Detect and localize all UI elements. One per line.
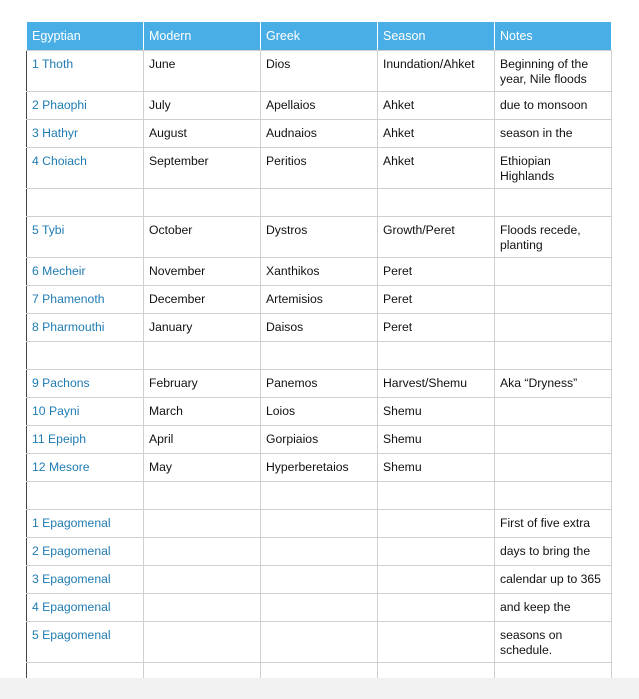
table-cell — [144, 189, 261, 217]
table-cell: Hyperberetaios — [261, 454, 378, 482]
table-cell — [261, 566, 378, 594]
header-row — [27, 22, 612, 51]
table-cell: Growth/Peret — [378, 217, 495, 258]
table-cell — [495, 398, 612, 426]
table-row — [27, 120, 612, 148]
table-cell: Peret — [378, 258, 495, 286]
table-cell: days to bring the — [495, 538, 612, 566]
table-cell — [144, 342, 261, 370]
table-cell — [144, 510, 261, 538]
table-row — [27, 51, 612, 92]
table-cell — [27, 342, 144, 370]
table-cell: due to monsoon — [495, 92, 612, 120]
table-cell — [378, 510, 495, 538]
table-cell: Artemisios — [261, 286, 378, 314]
table-cell — [261, 482, 378, 510]
table-cell — [261, 622, 378, 663]
table-cell: Harvest/Shemu — [378, 370, 495, 398]
table-row — [27, 189, 612, 217]
table-cell: Dios — [261, 51, 378, 92]
table-cell: 3 Epagomenal — [27, 566, 144, 594]
table-cell — [495, 286, 612, 314]
table-cell — [495, 189, 612, 217]
table-cell: 4 Choiach — [27, 148, 144, 189]
table-cell: January — [144, 314, 261, 342]
table-cell: Ahket — [378, 92, 495, 120]
table-cell: July — [144, 92, 261, 120]
table-cell — [495, 482, 612, 510]
table-row — [27, 314, 612, 342]
table-cell: Aka “Dryness” — [495, 370, 612, 398]
table-cell: 1 Thoth — [27, 51, 144, 92]
table-cell — [495, 426, 612, 454]
table-cell: Daisos — [261, 314, 378, 342]
table-cell: Xanthikos — [261, 258, 378, 286]
table-cell: June — [144, 51, 261, 92]
table-cell — [378, 482, 495, 510]
table-cell — [144, 482, 261, 510]
table-cell: 1 Epagomenal — [27, 510, 144, 538]
table-cell: Ahket — [378, 148, 495, 189]
table-cell — [495, 454, 612, 482]
table-cell — [261, 342, 378, 370]
table-cell: Loios — [261, 398, 378, 426]
table-cell — [378, 566, 495, 594]
table-cell: September — [144, 148, 261, 189]
table-row — [27, 594, 612, 622]
table-cell — [495, 314, 612, 342]
table-cell — [378, 622, 495, 663]
table-row — [27, 482, 612, 510]
table-cell: December — [144, 286, 261, 314]
table-cell — [378, 594, 495, 622]
table-cell: 6 Mecheir — [27, 258, 144, 286]
table-cell: season in the — [495, 120, 612, 148]
table-row — [27, 258, 612, 286]
table-row — [27, 286, 612, 314]
table-row — [27, 454, 612, 482]
table-cell — [27, 482, 144, 510]
table-cell: 9 Pachons — [27, 370, 144, 398]
table-cell: Inundation/Ahket — [378, 51, 495, 92]
table-cell — [144, 566, 261, 594]
table-cell: May — [144, 454, 261, 482]
table-row — [27, 622, 612, 663]
table-cell: March — [144, 398, 261, 426]
table-cell — [144, 538, 261, 566]
calendar-table — [26, 21, 612, 691]
table-cell — [261, 510, 378, 538]
table-cell — [495, 258, 612, 286]
table-cell: Shemu — [378, 426, 495, 454]
table-row — [27, 148, 612, 189]
table-row — [27, 538, 612, 566]
table-cell: 8 Pharmouthi — [27, 314, 144, 342]
table-cell: 3 Hathyr — [27, 120, 144, 148]
table-cell: August — [144, 120, 261, 148]
header-greek: Greek — [261, 22, 378, 51]
table-row — [27, 566, 612, 594]
table-cell: 10 Payni — [27, 398, 144, 426]
table-cell: 2 Epagomenal — [27, 538, 144, 566]
table-cell: 2 Phaophi — [27, 92, 144, 120]
table-row — [27, 92, 612, 120]
table-row — [27, 370, 612, 398]
bottom-strip — [0, 678, 639, 699]
table-cell: 4 Epagomenal — [27, 594, 144, 622]
table-cell: Beginning of the year, Nile floods — [495, 51, 612, 92]
table-cell: Peret — [378, 286, 495, 314]
table-body — [27, 51, 612, 691]
header-modern: Modern — [144, 22, 261, 51]
table-cell: February — [144, 370, 261, 398]
table-cell: First of five extra — [495, 510, 612, 538]
table-cell: Shemu — [378, 454, 495, 482]
table-cell: Floods recede, planting — [495, 217, 612, 258]
table-row — [27, 342, 612, 370]
table-cell: 5 Tybi — [27, 217, 144, 258]
table-cell: 12 Mesore — [27, 454, 144, 482]
table-cell: seasons on schedule. — [495, 622, 612, 663]
table-cell — [27, 189, 144, 217]
table-cell: Panemos — [261, 370, 378, 398]
table-cell: Ahket — [378, 120, 495, 148]
table-cell: Dystros — [261, 217, 378, 258]
table-row — [27, 426, 612, 454]
table-cell — [261, 594, 378, 622]
table-cell — [144, 594, 261, 622]
table-cell: Apellaios — [261, 92, 378, 120]
table-cell: and keep the — [495, 594, 612, 622]
table-cell: Gorpiaios — [261, 426, 378, 454]
header-egyptian: Egyptian — [27, 22, 144, 51]
table-row — [27, 217, 612, 258]
header-season: Season — [378, 22, 495, 51]
table-cell: 5 Epagomenal — [27, 622, 144, 663]
table-cell — [378, 538, 495, 566]
table-cell: April — [144, 426, 261, 454]
table-cell — [261, 189, 378, 217]
table-cell: October — [144, 217, 261, 258]
table-row — [27, 398, 612, 426]
table-cell: Peritios — [261, 148, 378, 189]
table-cell — [378, 189, 495, 217]
table-cell — [495, 342, 612, 370]
table-cell — [261, 538, 378, 566]
table-cell: Shemu — [378, 398, 495, 426]
header-notes: Notes — [495, 22, 612, 51]
table-cell: Peret — [378, 314, 495, 342]
table-cell — [144, 622, 261, 663]
table-cell: Ethiopian Highlands — [495, 148, 612, 189]
table-row — [27, 510, 612, 538]
table-cell: Audnaios — [261, 120, 378, 148]
table-cell — [378, 342, 495, 370]
table-cell: 7 Phamenoth — [27, 286, 144, 314]
table-cell: November — [144, 258, 261, 286]
table-cell: 11 Epeiph — [27, 426, 144, 454]
table-cell: calendar up to 365 — [495, 566, 612, 594]
